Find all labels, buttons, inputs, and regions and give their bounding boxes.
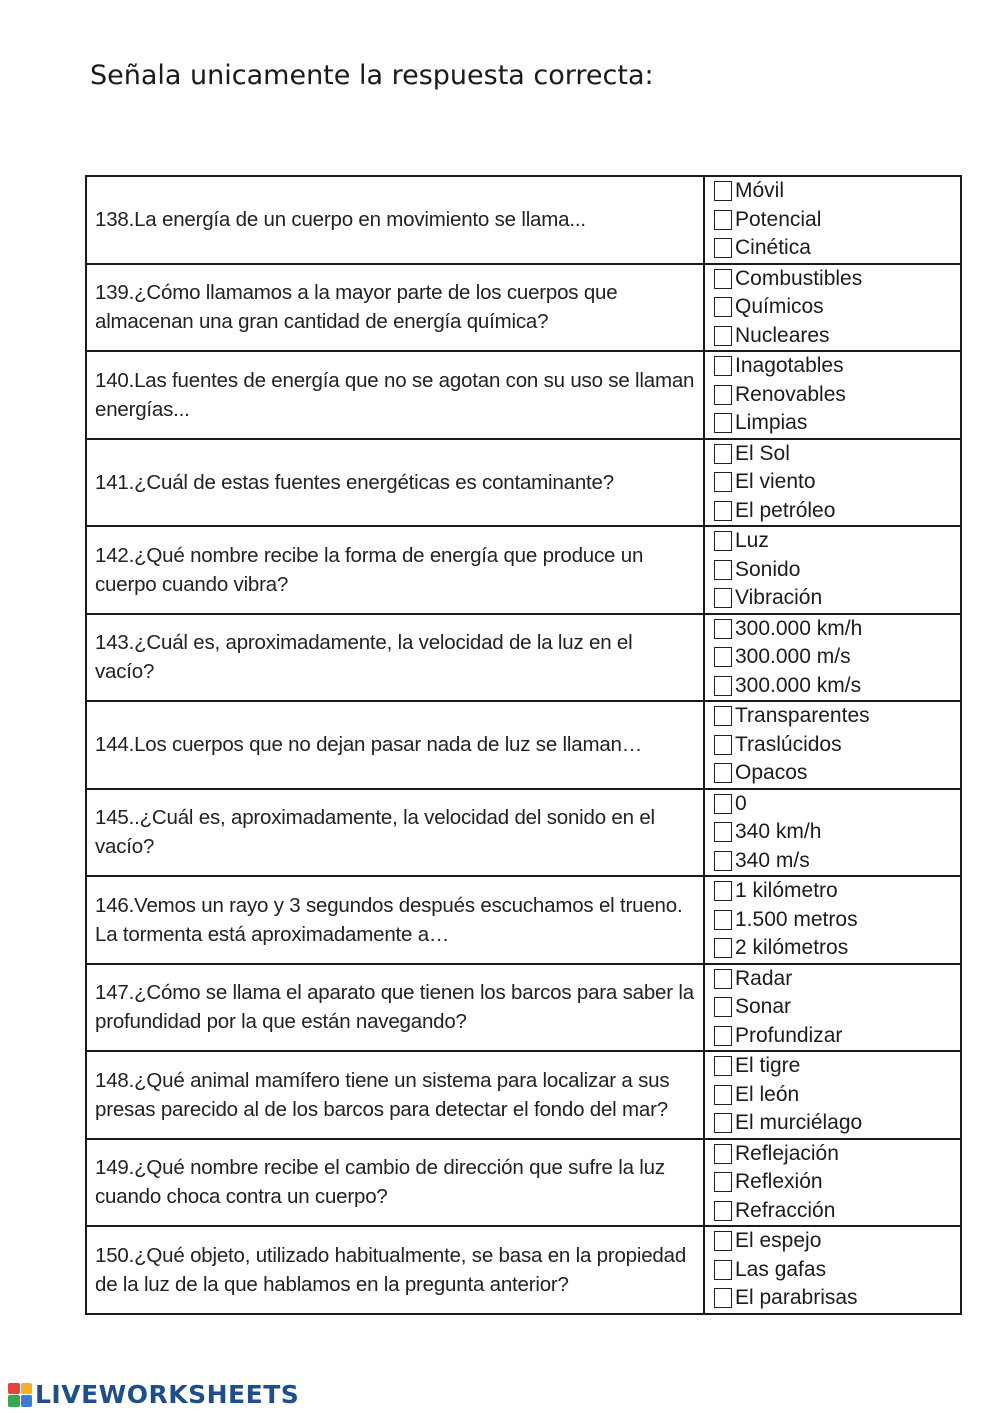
options-cell xyxy=(704,1139,961,1227)
checkbox[interactable] xyxy=(714,881,732,901)
option-label: Combustibles xyxy=(735,266,863,290)
option-label: Nucleares xyxy=(735,323,830,347)
option-label: Renovables xyxy=(735,382,846,406)
option-label: Luz xyxy=(735,529,769,553)
checkbox[interactable] xyxy=(714,1113,732,1133)
checkbox[interactable] xyxy=(714,735,732,755)
option-label: El parabrisas xyxy=(735,1286,858,1310)
option-label: Opacos xyxy=(735,761,808,785)
option-label: El león xyxy=(735,1082,800,1106)
options-cell xyxy=(704,876,961,964)
option[interactable] xyxy=(714,1284,960,1313)
checkbox[interactable] xyxy=(714,997,732,1017)
options-cell xyxy=(704,701,961,789)
checkbox[interactable] xyxy=(714,969,732,989)
question-row xyxy=(86,176,961,264)
checkbox[interactable] xyxy=(714,1288,732,1308)
checkbox[interactable] xyxy=(714,1172,732,1192)
brand-name: LIVEWORKSHEETS xyxy=(35,1380,300,1409)
option[interactable] xyxy=(714,1256,960,1285)
option-label: 1 kilómetro xyxy=(735,879,838,903)
option-label: Transparentes xyxy=(735,704,870,728)
option[interactable] xyxy=(714,847,960,876)
question-text: 149.¿Qué nombre recibe el cambio de dirección que sufre la luz cuando choca contra un cuerpo? xyxy=(86,1139,704,1227)
checkbox[interactable] xyxy=(714,1085,732,1105)
question-row xyxy=(86,1226,961,1314)
checkbox[interactable] xyxy=(714,356,732,376)
question-text: 144.Los cuerpos que no dejan pasar nada de luz se llaman… xyxy=(86,701,704,789)
option-label: El murciélago xyxy=(735,1111,863,1135)
question-row xyxy=(86,876,961,964)
option-label: Cinética xyxy=(735,236,811,260)
option[interactable] xyxy=(714,759,960,788)
option-label: 300.000 km/h xyxy=(735,616,863,640)
option-label: Inagotables xyxy=(735,354,844,378)
checkbox[interactable] xyxy=(714,269,732,289)
option[interactable] xyxy=(714,293,960,322)
option[interactable] xyxy=(714,934,960,963)
question-row xyxy=(86,614,961,702)
instruction-heading: Señala unicamente la respuesta correcta: xyxy=(90,60,654,91)
option-label: Reflejación xyxy=(735,1141,839,1165)
option[interactable] xyxy=(714,1022,960,1051)
logo-square xyxy=(21,1383,33,1395)
option-label: Refracción xyxy=(735,1198,836,1222)
question-text: 139.¿Cómo llamamos a la mayor parte de los cuerpos que almacenan una gran cantidad de energía química? xyxy=(86,264,704,352)
option-label: El viento xyxy=(735,470,816,494)
question-text: 142.¿Qué nombre recibe la forma de energía que produce un cuerpo cuando vibra? xyxy=(86,526,704,614)
option[interactable] xyxy=(714,584,960,613)
checkbox[interactable] xyxy=(714,1231,732,1251)
question-row xyxy=(86,1139,961,1227)
options-cell xyxy=(704,1226,961,1314)
checkbox[interactable] xyxy=(714,794,732,814)
options-cell xyxy=(704,264,961,352)
checkbox[interactable] xyxy=(714,501,732,521)
checkbox[interactable] xyxy=(714,938,732,958)
option[interactable] xyxy=(714,1140,960,1169)
option[interactable] xyxy=(714,1081,960,1110)
question-text: 148.¿Qué animal mamífero tiene un sistema para localizar a sus presas parecido al de los barcos para detectar el fondo del mar? xyxy=(86,1051,704,1139)
option-label: El tigre xyxy=(735,1054,801,1078)
option-label: 1.500 metros xyxy=(735,907,858,931)
option[interactable] xyxy=(714,1227,960,1256)
option[interactable] xyxy=(714,322,960,351)
checkbox[interactable] xyxy=(714,413,732,433)
option[interactable] xyxy=(714,1197,960,1226)
question-text: 147.¿Cómo se llama el aparato que tienen los barcos para saber la profundidad por la que están navegando? xyxy=(86,964,704,1052)
option[interactable] xyxy=(714,381,960,410)
options-cell xyxy=(704,789,961,877)
option[interactable] xyxy=(714,672,960,701)
checkbox[interactable] xyxy=(714,326,732,346)
option[interactable] xyxy=(714,497,960,526)
option-label: El espejo xyxy=(735,1229,822,1253)
quiz-table xyxy=(85,175,962,1315)
option[interactable] xyxy=(714,702,960,731)
checkbox[interactable] xyxy=(714,1026,732,1046)
option[interactable] xyxy=(714,527,960,556)
option-label: Las gafas xyxy=(735,1257,827,1281)
option[interactable] xyxy=(714,468,960,497)
option-label: Reflexión xyxy=(735,1170,823,1194)
option-label: Profundizar xyxy=(735,1023,843,1047)
options-cell xyxy=(704,1051,961,1139)
option[interactable] xyxy=(714,993,960,1022)
option[interactable] xyxy=(714,643,960,672)
option[interactable] xyxy=(714,1052,960,1081)
option[interactable] xyxy=(714,206,960,235)
option-label: El Sol xyxy=(735,441,790,465)
question-row xyxy=(86,439,961,527)
checkbox[interactable] xyxy=(714,588,732,608)
option-label: 0 xyxy=(735,791,747,815)
checkbox[interactable] xyxy=(714,297,732,317)
option[interactable] xyxy=(714,818,960,847)
option-label: 300.000 m/s xyxy=(735,645,851,669)
checkbox[interactable] xyxy=(714,210,732,230)
option[interactable] xyxy=(714,1109,960,1138)
checkbox[interactable] xyxy=(714,676,732,696)
option-label: Químicos xyxy=(735,295,824,319)
option[interactable] xyxy=(714,1168,960,1197)
question-row xyxy=(86,964,961,1052)
checkbox[interactable] xyxy=(714,385,732,405)
checkbox[interactable] xyxy=(714,444,732,464)
checkbox[interactable] xyxy=(714,238,732,258)
option-label: Sonar xyxy=(735,995,792,1019)
option[interactable] xyxy=(714,877,960,906)
option[interactable] xyxy=(714,965,960,994)
logo-square xyxy=(21,1395,33,1407)
option-label: El petróleo xyxy=(735,498,836,522)
question-row xyxy=(86,351,961,439)
question-row xyxy=(86,789,961,877)
option-label: Limpias xyxy=(735,411,808,435)
option-label: Sonido xyxy=(735,557,801,581)
options-cell xyxy=(704,351,961,439)
logo-square xyxy=(8,1383,20,1395)
question-text: 150.¿Qué objeto, utilizado habitualmente, se basa en la propiedad de la luz de la que hablamos en la pregunta anterior? xyxy=(86,1226,704,1314)
option[interactable] xyxy=(714,352,960,381)
option-label: Móvil xyxy=(735,179,785,203)
question-text: 143.¿Cuál es, aproximadamente, la velocidad de la luz en el vacío? xyxy=(86,614,704,702)
checkbox[interactable] xyxy=(714,560,732,580)
option[interactable] xyxy=(714,177,960,206)
checkbox[interactable] xyxy=(714,763,732,783)
option[interactable] xyxy=(714,906,960,935)
option-label: 300.000 km/s xyxy=(735,673,862,697)
option-label: Vibración xyxy=(735,586,823,610)
liveworksheets-logo-icon xyxy=(8,1383,32,1407)
quiz-body xyxy=(86,176,961,1314)
checkbox[interactable] xyxy=(714,910,732,930)
option[interactable] xyxy=(714,265,960,294)
option[interactable] xyxy=(714,409,960,438)
logo-square xyxy=(8,1395,20,1407)
option[interactable] xyxy=(714,440,960,469)
question-text: 141.¿Cuál de estas fuentes energéticas es contaminante? xyxy=(86,439,704,527)
question-text: 140.Las fuentes de energía que no se agotan con su uso se llaman energías... xyxy=(86,351,704,439)
checkbox[interactable] xyxy=(714,647,732,667)
option[interactable] xyxy=(714,790,960,819)
question-row xyxy=(86,526,961,614)
checkbox[interactable] xyxy=(714,1144,732,1164)
options-cell xyxy=(704,176,961,264)
question-text: 138.La energía de un cuerpo en movimiento se llama... xyxy=(86,176,704,264)
question-row xyxy=(86,1051,961,1139)
checkbox[interactable] xyxy=(714,619,732,639)
checkbox[interactable] xyxy=(714,531,732,551)
checkbox[interactable] xyxy=(714,706,732,726)
option-label: 340 m/s xyxy=(735,848,810,872)
options-cell xyxy=(704,964,961,1052)
option[interactable] xyxy=(714,556,960,585)
option[interactable] xyxy=(714,234,960,263)
option-label: Potencial xyxy=(735,207,822,231)
option-label: 340 km/h xyxy=(735,820,822,844)
question-text: 146.Vemos un rayo y 3 segundos después escuchamos el trueno. La tormenta está aproximadamente a… xyxy=(86,876,704,964)
question-row xyxy=(86,701,961,789)
option[interactable] xyxy=(714,731,960,760)
options-cell xyxy=(704,614,961,702)
checkbox[interactable] xyxy=(714,1201,732,1221)
checkbox[interactable] xyxy=(714,181,732,201)
option-label: Traslúcidos xyxy=(735,732,842,756)
checkbox[interactable] xyxy=(714,1056,732,1076)
option-label: 2 kilómetros xyxy=(735,936,849,960)
checkbox[interactable] xyxy=(714,1260,732,1280)
liveworksheets-brand xyxy=(8,1380,299,1409)
question-text: 145..¿Cuál es, aproximadamente, la velocidad del sonido en el vacío? xyxy=(86,789,704,877)
options-cell xyxy=(704,526,961,614)
checkbox[interactable] xyxy=(714,472,732,492)
question-row xyxy=(86,264,961,352)
options-cell xyxy=(704,439,961,527)
checkbox[interactable] xyxy=(714,851,732,871)
checkbox[interactable] xyxy=(714,822,732,842)
option-label: Radar xyxy=(735,966,793,990)
option[interactable] xyxy=(714,615,960,644)
